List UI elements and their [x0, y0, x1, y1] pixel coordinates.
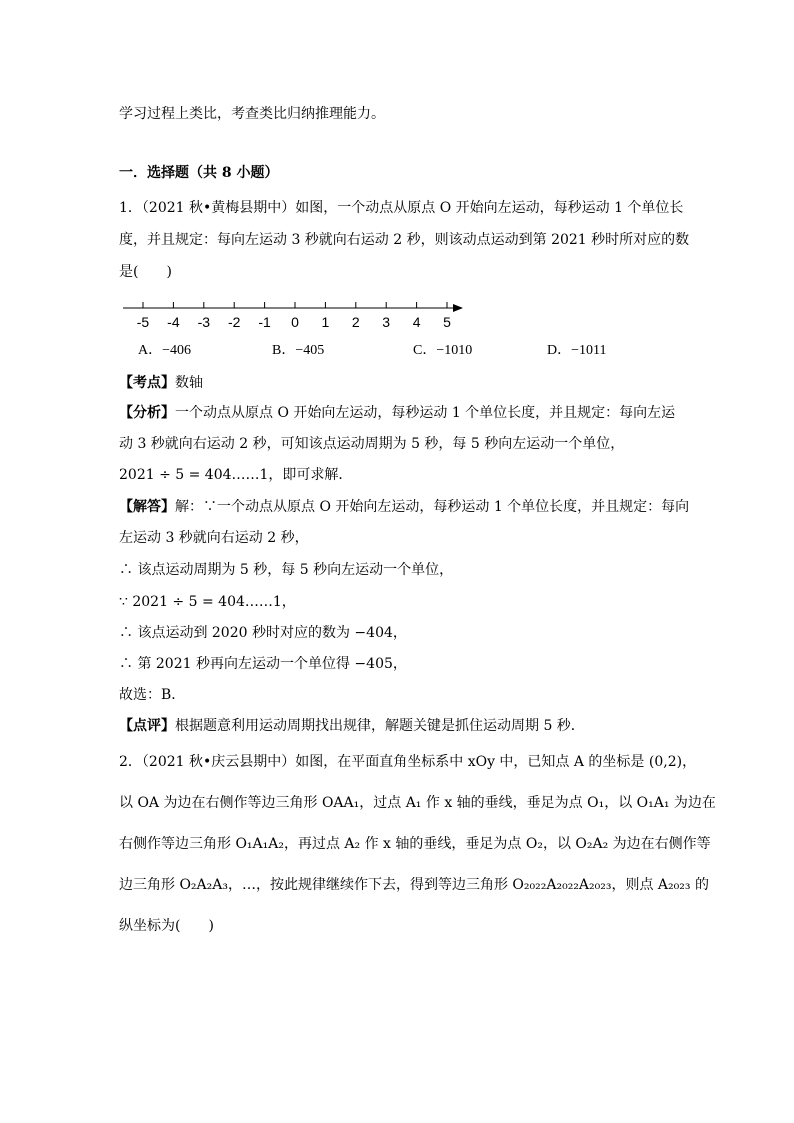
q1-jieda-line6: ∴ 第 2021 秒再向左运动一个单位得 −405，	[119, 656, 407, 672]
q1-jieda-line2: 左运动 3 秒就向右运动 2 秒，	[119, 530, 309, 546]
q2-stem-line4: 边三角形 O₂A₂A₃，…，按此规律继续作下去，得到等边三角形 O₂₀₂₂A₂₀₂₂A₂₀₂₃，则点 A₂₀₂₃ 的	[119, 877, 709, 893]
q1-choice-b: B．−405	[272, 343, 325, 358]
q1-jieda-line7: 故选：B．	[119, 687, 186, 703]
q1-jieda-line1	[119, 497, 689, 517]
number-line-tick-label: -1	[258, 314, 271, 330]
q2-stem-line5: 纵坐标为( )	[119, 918, 214, 934]
number-line-tick-label: -4	[167, 314, 180, 330]
number-line-figure	[119, 296, 469, 336]
fenxi-text: 一个动点从原点 O 开始向左运动，每秒运动 1 个单位长度，并且规定：每向左运	[175, 405, 676, 421]
q1-stem-line3: 是( )	[119, 264, 172, 280]
q2-stem-line2: 以 OA 为边在右侧作等边三角形 OAA₁，过点 A₁ 作 x 轴的垂线，垂足为点 O₁，以 O₁A₁ 为边在	[119, 795, 716, 811]
number-line-tick-label: 5	[443, 314, 451, 330]
q1-choice-a: A．−406	[138, 343, 192, 358]
number-line-tick-label: 0	[291, 314, 299, 330]
q1-fenxi-line3: 2021 ÷ 5 = 404……1，即可求解．	[119, 467, 353, 483]
number-line-tick-label: 1	[321, 314, 330, 330]
fenxi-tag: 【分析】	[119, 405, 175, 421]
q1-kaodian	[119, 373, 203, 393]
jieda-text: 解：∵一个动点从原点 O 开始向左运动，每秒运动 1 个单位长度，并且规定：每向	[175, 499, 690, 515]
q1-fenxi-line2: 动 3 秒就向右运动 2 秒，可知该点运动周期为 5 秒，每 5 秒向左运动一个单位，	[119, 436, 625, 452]
dianping-tag: 【点评】	[119, 718, 175, 734]
number-line-arrow	[453, 304, 463, 312]
number-line-tick-label: -5	[136, 314, 150, 330]
kaodian-text: 数轴	[175, 375, 203, 391]
number-line-tick-label: 4	[412, 314, 421, 330]
number-line-tick-label: 3	[382, 314, 391, 330]
section-title: 一．选择题（共 8 小题）	[119, 165, 279, 181]
q1-choice-c: C．−1010	[413, 343, 473, 358]
number-line-tick-label: -3	[197, 314, 211, 330]
q2-stem-line1: 2．（2021 秋•庆云县期中）如图，在平面直角坐标系中 xOy 中，已知点 A 的坐标是 (0,2)，	[119, 754, 697, 770]
q2-stem-line3: 右侧作等边三角形 O₁A₁A₂，再过点 A₂ 作 x 轴的垂线，垂足为点 O₂，以 O₂A₂ 为边在右侧作等	[119, 836, 711, 852]
number-line-tick-label: -2	[227, 314, 241, 330]
intro-tail: 学习过程上类比，考查类比归纳推理能力。	[119, 106, 385, 122]
kaodian-tag: 【考点】	[119, 375, 175, 391]
q1-jieda-line4: ∵ 2021 ÷ 5 = 404……1，	[119, 594, 296, 610]
q1-dianping	[119, 716, 585, 736]
q1-jieda-line5: ∴ 该点运动到 2020 秒时对应的数为 −404，	[119, 625, 407, 641]
q1-stem-line1: 1．（2021 秋•黄梅县期中）如图，一个动点从原点 O 开始向左运动，每秒运动 1 个单位长	[119, 200, 684, 216]
jieda-tag: 【解答】	[119, 499, 175, 515]
q1-choice-d: D．−1011	[547, 343, 607, 358]
q1-fenxi-line1	[119, 403, 675, 423]
q1-stem-line2: 度，并且规定：每向左运动 3 秒就向右运动 2 秒，则该动点运动到第 2021 秒时所对应的数	[119, 232, 690, 248]
q1-jieda-line3: ∴ 该点运动周期为 5 秒，每 5 秒向左运动一个单位，	[119, 562, 454, 578]
dianping-text: 根据题意利用运动周期找出规律，解题关键是抓住运动周期 5 秒．	[175, 718, 585, 734]
number-line-tick-label: 2	[351, 314, 360, 330]
